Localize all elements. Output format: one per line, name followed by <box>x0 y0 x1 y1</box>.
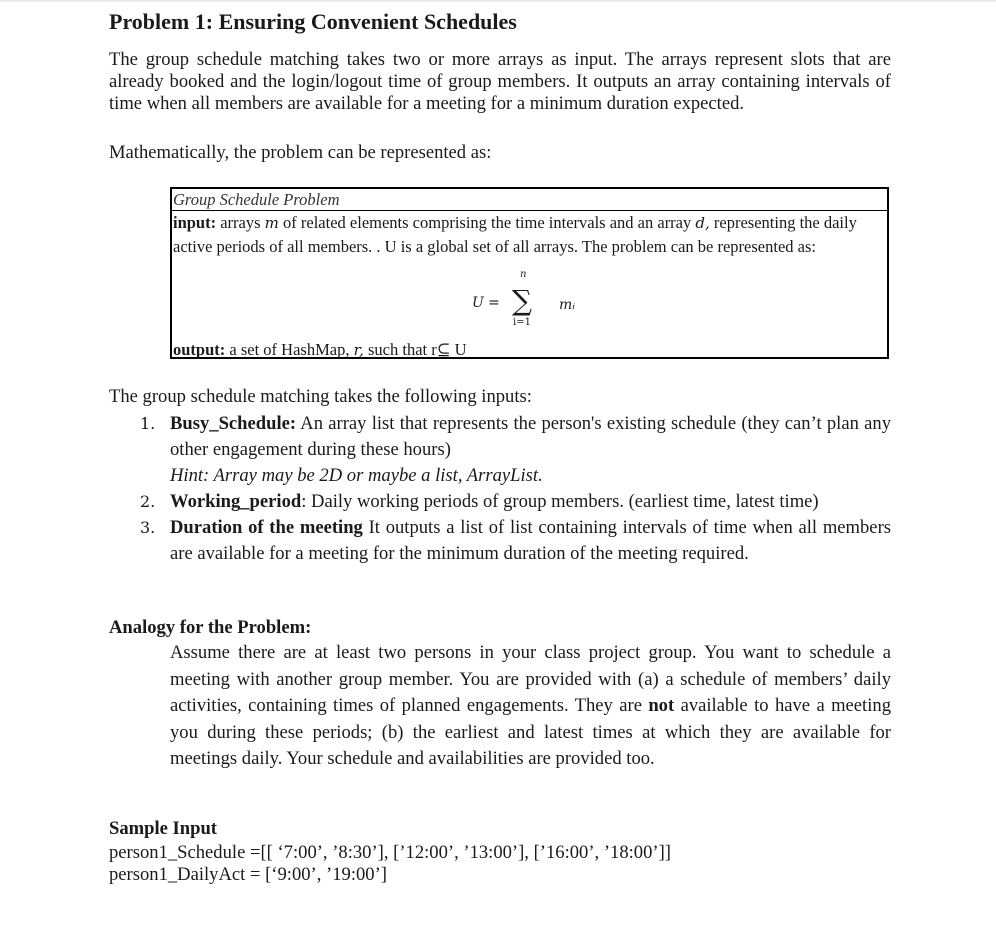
analogy-paragraph <box>170 640 891 773</box>
formula-upper-limit: n <box>520 269 527 280</box>
item-hint: Hint: Array may be 2D or maybe a list, ArrayList. <box>170 465 543 486</box>
output-text-a: a set of HashMap, <box>225 340 354 359</box>
sample-input-heading: Sample Input <box>109 818 217 839</box>
item-label: Busy_Schedule: <box>170 413 297 434</box>
input-text-c: representing the daily active periods of all members. . U is a global set of all arrays. The problem can be represented as: <box>173 213 857 256</box>
input-text-b: of related elements comprising the time intervals and an array <box>278 213 696 232</box>
input-label: input: <box>173 213 217 232</box>
list-item <box>109 515 891 567</box>
item-label: Duration of the meeting <box>170 517 363 538</box>
var-m: m <box>264 214 279 232</box>
var-d: d, <box>695 214 710 232</box>
analogy-heading: Analogy for the Problem: <box>109 617 312 638</box>
item-number: 1. <box>140 414 156 433</box>
analogy-text-a: Assume there are at least two persons in your class project group. You want to schedule a meeting with another group member. You are provided with (a) a schedule of members’ daily activities, containing times of planned engagements. They are <box>170 642 891 716</box>
sample-schedule-line: person1_Schedule =[[ ‘7:00’, ’8:30’], [’12:00’, ’13:00’], [’16:00’, ’18:00’]] <box>109 842 671 863</box>
top-border <box>0 0 996 2</box>
analogy-text-b: available to have a meeting you during these periods; (b) the earliest and latest times at which they are available for meetings daily. Your schedule and availabilities are provided too. <box>170 695 891 769</box>
item-text: : Daily working periods of group members. (earliest time, latest time) <box>301 491 819 512</box>
formula-lower-limit: i=1 <box>513 317 531 328</box>
sample-dailyact-line: person1_DailyAct = [‘9:00’, ’19:00’] <box>109 864 387 885</box>
box-input-text <box>173 211 873 258</box>
output-label: output: <box>173 340 226 359</box>
formula-term: mᵢ <box>559 297 576 313</box>
input-text-a: arrays <box>216 213 265 232</box>
formula-lhs: U <box>472 295 484 311</box>
var-r: r, <box>353 341 364 359</box>
analogy-emphasis: not <box>648 695 675 716</box>
item-text: An array list that represents the person's existing schedule (they can’t plan any other engagement during these hours) <box>170 413 891 460</box>
list-item <box>109 489 891 515</box>
item-label: Working_period <box>170 491 302 512</box>
item-number: 2. <box>140 492 156 511</box>
problem-definition-box <box>170 187 889 359</box>
box-title: Group Schedule Problem <box>172 189 887 211</box>
inputs-list <box>109 411 891 567</box>
formula-equals: = <box>488 295 500 311</box>
sigma-icon: ∑ <box>512 284 532 317</box>
box-output-text <box>173 339 467 361</box>
problem-title: Problem 1: Ensuring Convenient Schedules <box>109 9 517 34</box>
intro-paragraph: The group schedule matching takes two or more arrays as input. The arrays represent slots that are already booked and the login/logout time of group members. It outputs an array containing intervals of time when all members are available for a meeting for a minimum duration expected. <box>109 49 891 114</box>
math-intro: Mathematically, the problem can be represented as: <box>109 142 492 163</box>
item-number: 3. <box>140 518 156 537</box>
inputs-intro: The group schedule matching takes the following inputs: <box>109 386 532 407</box>
item-text: It outputs a list of list containing intervals of time when all members are available for a meeting for the minimum duration of the meeting required. <box>170 517 891 564</box>
summation-formula <box>472 269 612 339</box>
output-text-b: such that r⊆ U <box>363 340 467 359</box>
list-item <box>109 411 891 489</box>
